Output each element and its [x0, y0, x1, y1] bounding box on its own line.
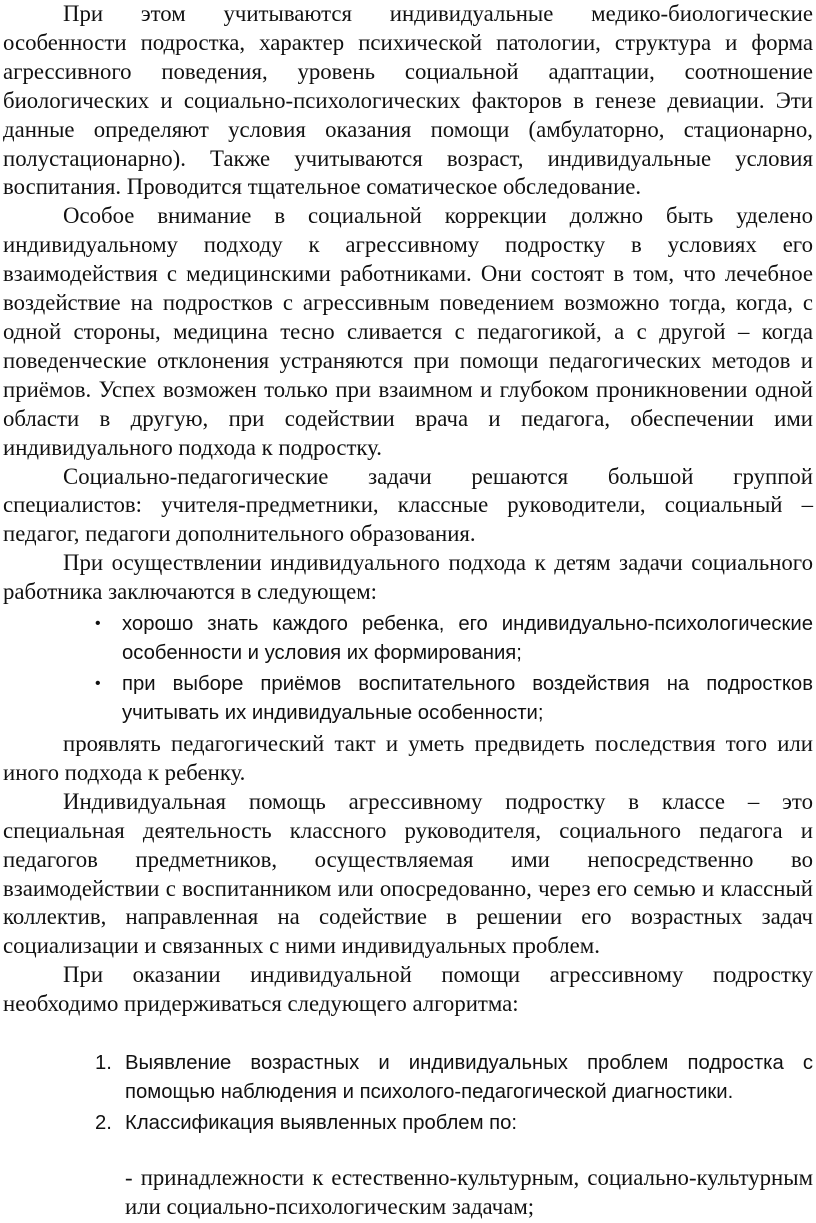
numbered-item-2 [3, 1109, 813, 1138]
paragraph-5: Индивидуальная помощь агрессивному подростку в классе – это специальная деятельность классного руководителя, социального педагога и педагогов предметников, осуществляемая ими непосредственно во взаимодействии с воспитанником или опосредованно, через его семью и классный коллектив, направленная на содействие в решении его возрастных задач социализации и связанных с ними индивидуальных проблем. [3, 788, 813, 959]
after-bullets-text: проявлять педагогический такт и уметь предвидеть последствия того или иного подхода к ребенку. [3, 731, 813, 785]
sub-item: - принадлежности к естественно-культурным, социально-культурным или социально-психологическим задачам; [125, 1164, 813, 1219]
paragraph-1: При этом учитываются индивидуальные медико-биологические особенности подростка, характер психической патологии, структура и форма агрессивного поведения, уровень социальной адаптации, соотношение биологических и социально-психологических факторов в генезе девиации. Эти данные определяют условия оказания помощи (амбулаторно, стационарно, полустационарно). Также учитываются возраст, индивидуальные условия воспитания. Проводится тщательное соматическое обследование. [3, 1, 813, 200]
bullet-icon: • [95, 675, 101, 693]
item-number: 1. [95, 1052, 112, 1075]
item-number: 2. [95, 1112, 112, 1135]
paragraph-6: При оказании индивидуальной помощи агрессивному подростку необходимо придерживаться следующего алгоритма: [3, 962, 813, 1017]
bullet-item-2 [3, 670, 813, 727]
bullet-text: хорошо знать каждого ребенка, его индивидуально-психологические особенности и условия их формирования; [122, 613, 813, 664]
bullet-text: при выборе приёмов воспитательного воздействия на подростков учитывать их индивидуальные особенности; [122, 673, 813, 724]
item-text: Классификация выявленных проблем по: [125, 1112, 518, 1135]
bullet-icon: • [95, 615, 101, 633]
bullet-list [3, 610, 813, 727]
paragraph-3: Социально-педагогические задачи решаются большой группой специалистов: учителя-предметники, классные руководители, социальный – педагог, педагоги дополнительного образования. [3, 463, 813, 547]
bullet-item-1 [3, 610, 813, 667]
item-text: Выявление возрастных и индивидуальных проблем подростка с помощью наблюдения и психолого-педагогической диагностики. [125, 1052, 813, 1103]
paragraph-4: При осуществлении индивидуального подхода к детям задачи социального работника заключаются в следующем: [3, 550, 813, 605]
paragraph-2: Особое внимание в социальной коррекции должно быть уделено индивидуальному подходу к агрессивному подростку в условиях его взаимодействия с медицинскими работниками. Они состоят в том, что лечебное воздействие на подростков с агрессивным поведением возможно тогда, когда, с одной стороны, медицина тесно сливается с педагогикой, а с другой – когда поведенческие отклонения устраняются при помощи педагогических методов и приёмов. Успех возможен только при взаимном и глубоком проникновении одной области в другую, при содействии врача и педагога, обеспечении ими индивидуального подхода к подростку. [3, 203, 813, 460]
document-page [3, 0, 813, 1221]
numbered-list [3, 1049, 813, 1138]
numbered-item-1 [3, 1049, 813, 1106]
